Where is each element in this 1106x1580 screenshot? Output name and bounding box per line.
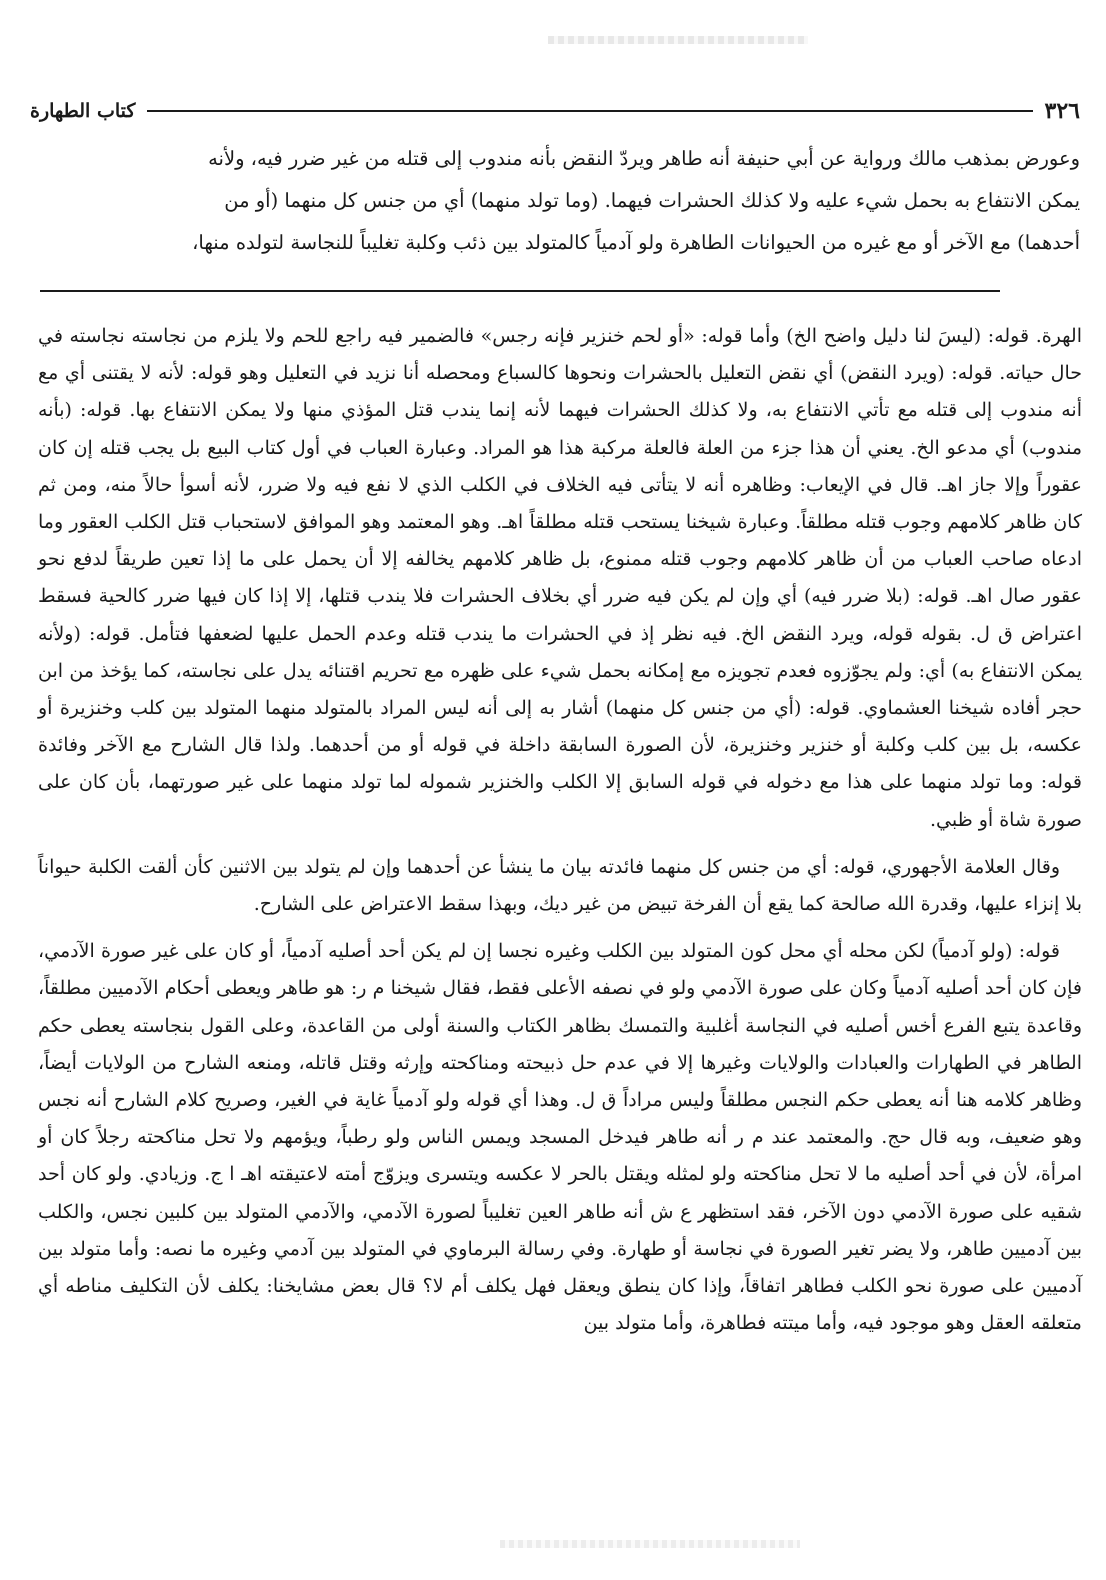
commentary-paragraph: الهرة. قوله: (ليسَ لنا دليل واضح الخ) وأما قوله: «أو لحم خنزير فإنه رجس» فالضمير فيه راجع للحم ولا يلزم من نجاسته نجاسته في حال حياته. قوله: (ويرد النقض) أي نقض التعليل بالحشرات ونحوها كالسباع ومحصله أنا نزيد في التعليل وهو قوله: لأنه لا يقتنى أي مع أنه مندوب إلى قتله مع تأتي الانتفاع به، ولا كذلك الحشرات فيهما لأنه إنما يندب قتل المؤذي منها ولا يمكن الانتفاع بها. قوله: (بأنه مندوب) أي مدعو الخ. يعني أن هذا جزء من العلة فالعلة مركبة هذا هو المراد. وعبارة العباب في أول كتاب البيع بل يجب قتله إن كان عقوراً وإلا جاز اهـ. قال في الإيعاب: وظاهره أنه لا يتأتى فيه الخلاف في الكلب الذي لا نفع فيه ولا ضرر، لأنه أسوأ حالاً منه، ومن ثم كان ظاهر كلامهم وجوب قتله مطلقاً. وعبارة شيخنا يستحب قتله مطلقاً اهـ. وهو المعتمد وهو الموافق لاستحباب قتل الكلب العقور وما ادعاه صاحب العباب من أن ظاهر كلامهم وجوب قتله ممنوع، بل ظاهر كلامهم يخالفه إلا أن يحمل على ما إذا تعين طريقاً لدفع نحو عقور صال اهـ. قوله: (بلا ضرر فيه) أي وإن لم يكن فيه ضرر أي بخلاف الحشرات فلا يندب قتلها، إلا إذا كان فيها ضرر كالحية فسقط اعتراض ق ل. بقوله قوله، ويرد النقض الخ. فيه نظر إذ في الحشرات ما يندب قتله وعدم الحمل عليها لضعفها فتأمل. قوله: (ولأنه يمكن الانتفاع به) أي: ولم يجوّزوه فعدم تجويزه مع إمكانه بحمل شيء على ظهره مع تحريم اقتنائه يدل على نجاسته، كما يؤخذ من ابن حجر أفاده شيخنا العشماوي. قوله: (أي من جنس كل منهما) أشار به إلى أنه ليس المراد بالمتولد منهما المتولد بين كلب وخنزيرة أو عكسه، بل بين كلب وكلبة أو خنزير وخنزيرة، لأن الصورة السابقة داخلة في قوله أو من أحدهما. ولذا قال الشارح مع الآخر وفائدة قوله: وما تولد منهما على هذا مع دخوله في قوله السابق إلا الكلب والخنزير شموله لما تولد منهما على غير صورتهما، بأن كان على صورة شاة أو ظبي.: [38, 325, 1082, 831]
matn-line: وعورض بمذهب مالك ورواية عن أبي حنيفة أنه طاهر ويردّ النقض بأنه مندوب إلى قتله من غير ضرر فيه، ولأنه: [208, 147, 1080, 170]
running-header: [30, 96, 1080, 126]
commentary-paragraph: قوله: (ولو آدمياً) لكن محله أي محل كون المتولد بين الكلب وغيره نجسا إن لم يكن أحد أصليه آدمياً، أو كان على غير صورة الآدمي، فإن كان أحد أصليه آدمياً وكان على صورة الآدمي ولو في نصفه الأعلى فقط، فقال شيخنا م ر: هو طاهر ويعطى أحكام الآدميين مطلقاً، وقاعدة يتبع الفرع أخس أصليه في النجاسة أغلبية والتمسك بظاهر الكتاب والسنة أولى من القاعدة، وعلى القول بنجاسته يعطى حكم الطاهر في الطهارات والعبادات والولايات وغيرها إلا في عدم حل ذبيحته ومناكحته وإرثه وقتل قاتله، ومنعه الشارح من الولايات أيضاً، وظاهر كلامه هنا أنه يعطى حكم النجس مطلقاً وليس مراداً ق ل. وهذا أي قوله ولو آدمياً غاية في الغير، وصريح كلام الشارح أنه نجس وهو ضعيف، وبه قال حج. والمعتمد عند م ر أنه طاهر فيدخل المسجد ويمس الناس ولو رطباً، ويؤمهم ولا تحل مناكحته رجلاً كان أو امرأة، لأن في أحد أصليه ما لا تحل مناكحته ولو لمثله ويقتل بالحر لا عكسه ويتسرى ويزوّج أمته لاعتيقته اهـ ا ج. وزيادي. ولو كان أحد شقيه على صورة الآدمي دون الآخر، فقد استظهر ع ش أنه طاهر العين تغليباً لصورة الآدمي، والآدمي المتولد بين كلبين نجس، والكلب بين آدميين طاهر، ولا يضر تغير الصورة في نجاسة أو طهارة. وفي رسالة البرماوي في المتولد بين آدمي وغيره ما نصه: وأما متولد بين آدميين على صورة نحو الكلب فطاهر اتفاقاً، وإذا كان ينطق ويعقل فهل يكلف أم لا؟ قال بعض مشايخنا: يكلف لأن التكليف مناطه أي متعلقه العقل وهو موجود فيه، وأما ميتته فطاهرة، وأما متولد بين: [38, 940, 1082, 1335]
scan-artifact-top: [548, 36, 808, 44]
book-title: كتاب الطهارة: [30, 100, 136, 122]
commentary-paragraph: وقال العلامة الأجهوري، قوله: أي من جنس كل منهما فائدته بيان ما ينشأ عن أحدهما وإن لم يتولد بين الاثنين كأن ألقت الكلبة حيواناً بلا إنزاء عليها، وقدرة الله صالحة كما يقع أن الفرخة تبيض من غير ديك، وبهذا سقط الاعتراض على الشارح.: [38, 855, 1082, 916]
matn-line: أحدهما) مع الآخر أو مع غيره من الحيوانات الطاهرة ولو آدمياً كالمتولد بين ذئب وكلبة تغليباً للنجاسة لتولده منها،: [192, 231, 1080, 254]
sharh-commentary: [38, 318, 1082, 1342]
header-rule: [147, 110, 1032, 112]
matn-text: [40, 138, 1080, 264]
page-number: ٣٢٦: [1044, 98, 1080, 124]
matn-line: يمكن الانتفاع به بحمل شيء عليه ولا كذلك الحشرات فيهما. (وما تولد منهما) أي من جنس كل منهما (أو من: [224, 189, 1080, 212]
matn-sharh-divider: [40, 290, 1000, 292]
scan-artifact-bottom: [500, 1540, 800, 1548]
